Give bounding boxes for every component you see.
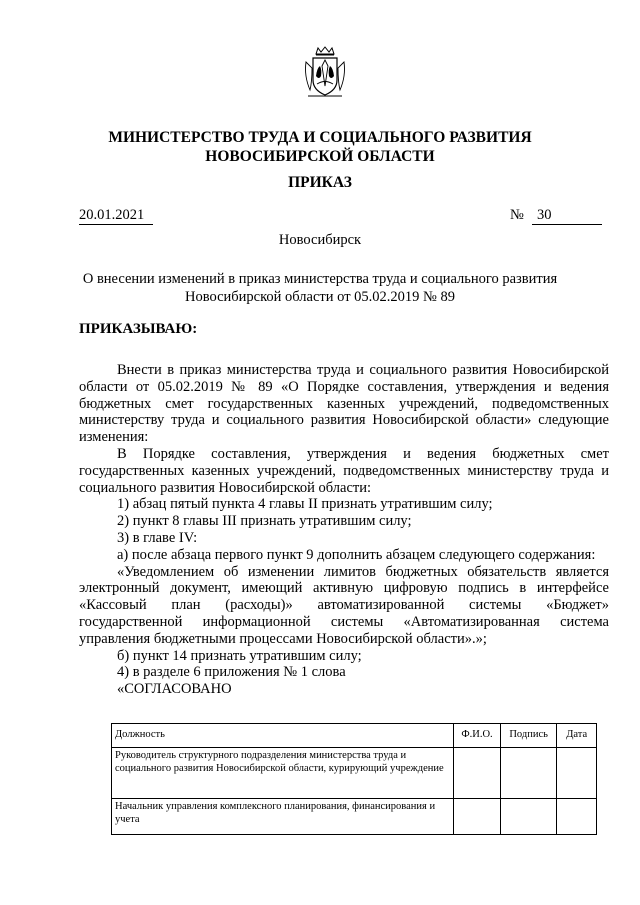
order-subject bbox=[80, 270, 560, 306]
ministry-line-1: МИНИСТЕРСТВО ТРУДА И СОЦИАЛЬНОГО РАЗВИТИЯ bbox=[108, 129, 532, 146]
list-item: 4) в разделе 6 приложения № 1 слова bbox=[117, 664, 346, 681]
cell-name bbox=[454, 748, 501, 799]
cell-position: Начальник управления комплексного планирования, финансирования и учета bbox=[112, 799, 454, 835]
coat-of-arms-icon bbox=[302, 46, 348, 100]
list-item: 1) абзац пятый пункта 4 главы II признать утратившим силу; bbox=[117, 496, 493, 513]
header-signature: Подпись bbox=[500, 724, 557, 748]
quoted-paragraph: «Уведомлением об изменении лимитов бюджетных обязательств является электронный документ, имеющий активную цифровую подпись в интерфейсе «Кассовый план (расходы)» автоматизированной системы «Бюджет» государственной информационной системы «Автоматизированная система управления бюджетными процессами Новосибирской области».»; bbox=[79, 563, 609, 647]
number-sign: № bbox=[510, 207, 524, 223]
ministry-line-2: НОВОСИБИРСКОЙ ОБЛАСТИ bbox=[205, 148, 435, 165]
list-item: 3) в главе IV: bbox=[117, 529, 198, 546]
header-position: Должность bbox=[112, 724, 454, 748]
order-number: 30 bbox=[532, 206, 602, 225]
header-name: Ф.И.О. bbox=[454, 724, 501, 748]
cell-date bbox=[557, 748, 597, 799]
cell-name bbox=[454, 799, 501, 835]
order-title: ПРИКАЗ bbox=[288, 174, 352, 191]
paragraph: В Порядке составления, утверждения и ведения бюджетных смет государственных казенных учреждений, подведомственных министерству труда и социального развития Новосибирской области: bbox=[79, 445, 609, 496]
table-row bbox=[112, 748, 597, 799]
subject-line-2: Новосибирской области от 05.02.2019 № 89 bbox=[185, 289, 455, 305]
subject-line-1: О внесении изменений в приказ министерства труда и социального развития bbox=[82, 271, 558, 287]
header-date: Дата bbox=[557, 724, 597, 748]
cell-date bbox=[557, 799, 597, 835]
list-item: б) пункт 14 признать утратившим силу; bbox=[117, 647, 362, 664]
approval-label: «СОГЛАСОВАНО bbox=[117, 681, 232, 698]
order-date: 20.01.2021 bbox=[79, 206, 153, 225]
ministry-name bbox=[60, 128, 580, 166]
approval-table bbox=[111, 723, 597, 835]
cell-position: Руководитель структурного подразделения министерства труда и социального развития Новосибирской области, курирующий учреждение bbox=[112, 748, 454, 799]
table-header-row bbox=[112, 724, 597, 748]
city: Новосибирск bbox=[278, 232, 362, 248]
cell-signature bbox=[500, 799, 557, 835]
cell-signature bbox=[500, 748, 557, 799]
order-body bbox=[79, 362, 609, 698]
list-item: а) после абзаца первого пункт 9 дополнить абзацем следующего содержания: bbox=[117, 546, 596, 563]
list-item: 2) пункт 8 главы III признать утратившим силу; bbox=[117, 513, 412, 530]
table-row bbox=[112, 799, 597, 835]
paragraph: Внести в приказ министерства труда и социального развития Новосибирской области от 05.02.2019 № 89 «О Порядке составления, утверждения и ведения бюджетных смет государственных казенных учреждений, подведомственных министерству труда и социального развития Новосибирской области» следующие изменения: bbox=[79, 362, 609, 446]
orders-heading: ПРИКАЗЫВАЮ: bbox=[79, 321, 198, 337]
